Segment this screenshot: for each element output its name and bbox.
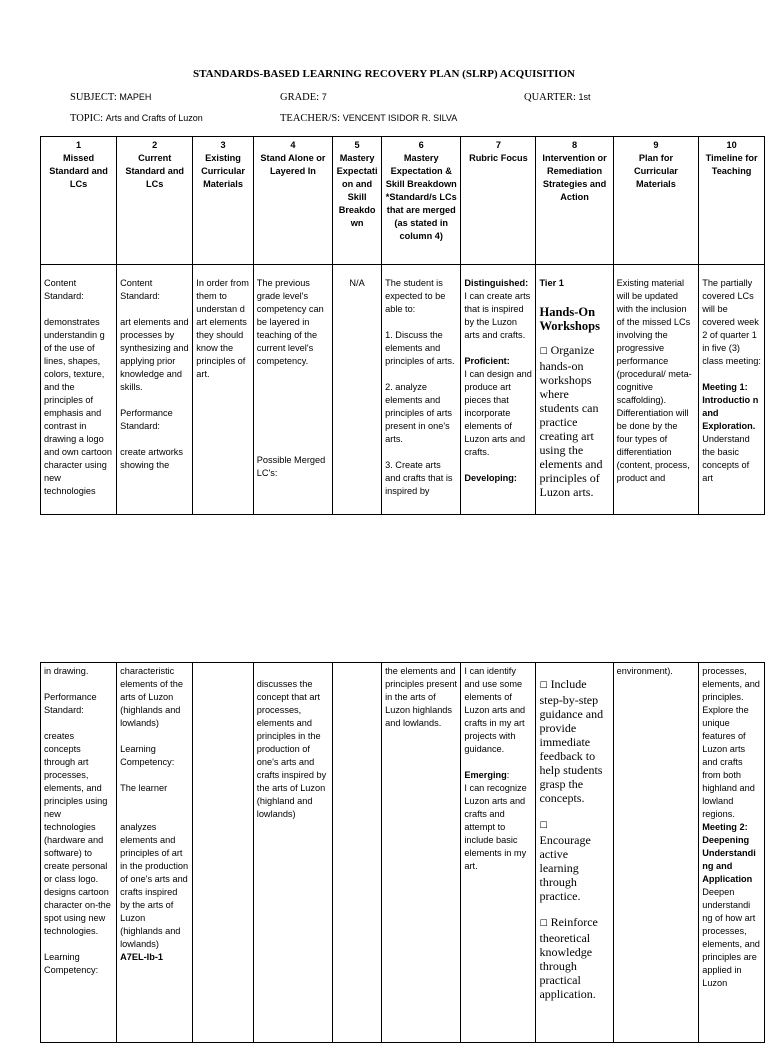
header-num: 3 <box>220 140 226 150</box>
header-row <box>41 137 765 265</box>
meeting-block <box>702 381 761 485</box>
cell-line: discusses the concept that art processes, elements and principles in the production of one's arts and crafts inspired by the arts of Luzon (highland and lowlands) <box>256 679 327 819</box>
rubric-level-text: I can design and produce art pieces that incorporate elements of Luzon arts and crafts. <box>464 369 532 457</box>
slrp-table-part-1 <box>40 136 765 515</box>
spacer <box>464 342 532 355</box>
header-num: 2 <box>152 140 158 150</box>
header-label: Mastery Expectation & Skill Breakdown *Standard/s LCs that are merged (as stated in column 4) <box>385 153 457 241</box>
quarter-value: 1st <box>578 92 591 102</box>
header-label: Existing Curricular Materials <box>201 153 245 189</box>
spacer <box>44 717 113 730</box>
cell-mastery-5 <box>333 663 382 1043</box>
grade-label: GRADE: <box>280 92 320 103</box>
header-col-5 <box>333 137 382 265</box>
intervention-item <box>539 677 609 805</box>
cell-line: 1. Discuss the elements and principles of arts. <box>385 330 455 366</box>
header-num: 10 <box>726 140 737 150</box>
header-col-8 <box>536 137 613 265</box>
header-num: 8 <box>572 140 578 150</box>
spacer <box>257 368 329 454</box>
header-col-1 <box>41 137 117 265</box>
cell-existing-materials <box>193 265 254 515</box>
cell-line: Learning Competency: <box>44 952 99 975</box>
cell-line: The partially covered LCs will be covered week 2 of quarter 1 in five (3) class meeting: <box>702 278 761 366</box>
header-num: 7 <box>495 140 501 150</box>
subject-value: MAPEH <box>119 92 152 102</box>
cell-line: environment). <box>616 666 673 676</box>
cell-plan-materials <box>613 265 699 515</box>
cell-line: N/A <box>349 278 365 288</box>
header-num: 5 <box>354 140 360 150</box>
checkbox-icon: ☐ <box>539 919 548 929</box>
header-label: Rubric Focus <box>469 153 528 163</box>
teacher-field <box>280 113 457 124</box>
rubric-level-text: I can create arts that is inspired by the Luzon arts and crafts. <box>464 291 531 340</box>
spacer <box>464 459 532 472</box>
cell-intervention <box>536 663 613 1043</box>
tier-label: Tier 1 <box>539 278 564 288</box>
spacer <box>120 394 189 407</box>
teacher-label: TEACHER/S: <box>280 113 341 124</box>
spacer <box>702 368 761 381</box>
checkbox-icon: ☐ <box>539 347 548 357</box>
header-col-6 <box>382 137 461 265</box>
spacer <box>120 808 189 821</box>
spacer <box>120 795 189 808</box>
spacer <box>120 433 189 446</box>
intervention-item <box>539 343 609 499</box>
grade-field <box>280 92 327 103</box>
header-num: 1 <box>76 140 82 150</box>
cell-line: Existing material will be updated with the inclusion of the missed LCs involving the progressive performance (procedural/ meta-cognitive scaffolding). Differentiation will be done by the four types of differentiation (content, process, product and <box>616 278 692 483</box>
rubric-distinguished <box>464 277 532 342</box>
cell-line: analyzes elements and principles of art in the production of one's arts and crafts inspired by the arts of Luzon (highlands and lowlands) <box>120 822 189 949</box>
intervention-text: Reinforce theoretical knowledge through practical application. <box>539 915 598 1001</box>
spacer <box>539 805 609 817</box>
cell-intervention <box>536 265 613 515</box>
header-label: Missed Standard and LCs <box>49 153 108 189</box>
cell-timeline <box>699 265 765 515</box>
cell-timeline <box>699 663 765 1043</box>
header-num: 9 <box>653 140 659 150</box>
cell-line: 2. analyze elements and principles of arts present in one's arts. <box>385 382 452 444</box>
header-label: Timeline for Teaching <box>705 153 758 176</box>
cell-line: Possible Merged LC's: <box>256 455 326 478</box>
header-label: Mastery Expectati on and Skill Breakdo wn <box>336 153 378 228</box>
intervention-text: Encourage active learning through practice. <box>539 833 591 903</box>
slrp-table-part-2 <box>40 662 765 1043</box>
cell-line: designs cartoon character on-the spot using new technologies. <box>44 887 111 936</box>
cell-missed-standard <box>41 265 117 515</box>
checkbox-icon: ☐ <box>539 821 548 831</box>
meeting-text: Understand the basic concepts of art <box>702 434 750 483</box>
spacer <box>44 938 113 951</box>
spacer <box>120 769 189 782</box>
table-row <box>41 265 765 515</box>
cell-rubric-focus <box>461 663 536 1043</box>
checkbox-icon: ☐ <box>539 681 548 691</box>
spacer <box>539 290 609 305</box>
table-row <box>41 663 765 1043</box>
spacer <box>464 756 532 769</box>
cell-line: Performance Standard: <box>44 692 97 715</box>
cell-line: In order from them to understan d art elements they should know the principles of art. <box>196 278 249 379</box>
rubric-level-label: Proficient: <box>464 356 510 366</box>
header-col-4 <box>253 137 332 265</box>
header-col-2 <box>117 137 193 265</box>
teacher-value: VENCENT ISIDOR R. SILVA <box>342 113 458 123</box>
rubric-level-text: I can recognize Luzon arts and crafts and attempt to include basic elements in my art. <box>464 783 527 871</box>
spacer <box>120 303 189 316</box>
cell-line: Content Standard: <box>120 278 160 301</box>
cell-line: Performance Standard: <box>120 408 173 431</box>
header-num: 4 <box>290 140 296 150</box>
cell-line: Learning Competency: <box>120 744 175 767</box>
cell-line: demonstrates understandin g of the use of lines, shapes, colors, texture, and the principles of emphasis and contrast in drawing a logo and own cartoon character using new technologies <box>44 317 112 496</box>
cell-mastery-6 <box>382 265 461 515</box>
spacer <box>120 730 189 743</box>
cell-current-standard <box>117 663 193 1043</box>
grade-value: 7 <box>321 92 327 102</box>
subject-field <box>70 92 151 103</box>
cell-mastery-6 <box>382 663 461 1043</box>
topic-label: TOPIC: <box>70 113 104 124</box>
cell-plan-materials <box>613 663 699 1043</box>
quarter-label: QUARTER: <box>524 92 576 103</box>
cell-line: 3. Create arts and crafts that is inspired by <box>385 460 453 496</box>
rubric-emerging-label: Emerging: <box>464 770 510 780</box>
cell-missed-standard <box>41 663 117 1043</box>
competency-code: A7EL-Ib-1 <box>120 952 164 962</box>
header-col-9 <box>613 137 699 265</box>
rubric-level-label: Developing: <box>464 473 517 483</box>
rubric-level-text: I can identify and use some elements of Luzon arts and crafts in my art projects with guidance. <box>464 666 526 754</box>
meeting-text: Deepen understandi ng of how art processes, elements, and principles are applied in Luzon <box>702 887 760 988</box>
intervention-item <box>539 915 609 1001</box>
spacer <box>539 903 609 915</box>
cell-line: processes, elements, and principles. Explore the unique features of Luzon arts and crafts from both highland and lowland regions. <box>702 666 760 819</box>
subject-label: SUBJECT: <box>70 92 117 103</box>
intervention-text: Organize hands-on workshops where students can practice creating art using the elements and principles of Luzon arts. <box>539 343 603 499</box>
cell-line: create artworks showing the <box>120 447 183 470</box>
document-title: STANDARDS-BASED LEARNING RECOVERY PLAN (SLRP) ACQUISITION <box>193 68 575 80</box>
cell-line: characteristic elements of the arts of Luzon (highlands and lowlands) <box>120 666 183 728</box>
spacer <box>44 303 113 316</box>
cell-mastery-5 <box>333 265 382 515</box>
cell-line: in drawing. <box>44 666 89 676</box>
cell-line: creates concepts through art processes, elements, and principles using new technologies (hardware and software) to create personal or class logo. <box>44 731 108 884</box>
cell-stand-alone <box>253 663 332 1043</box>
cell-line: The learner <box>120 783 168 793</box>
cell-line: the elements and principles present in the arts of Luzon highlands and lowlands. <box>385 666 458 728</box>
spacer <box>385 316 457 329</box>
meeting-label: Meeting 2: Deepening Understandi ng and Application <box>702 822 756 884</box>
intervention-text: Include step-by-step guidance and provide immediate feedback to help students grasp the concepts. <box>539 677 604 805</box>
cell-stand-alone <box>253 265 332 515</box>
spacer <box>385 368 457 381</box>
header-col-7 <box>461 137 536 265</box>
topic-field <box>70 113 203 124</box>
cell-line: art elements and processes by synthesizing and applying prior knowledge and skills. <box>120 317 189 392</box>
cell-line: Content Standard: <box>44 278 84 301</box>
intervention-item <box>539 817 609 903</box>
hands-on-heading: Hands-On Workshops <box>539 305 600 333</box>
header-col-10 <box>699 137 765 265</box>
header-col-3 <box>193 137 254 265</box>
header-label: Plan for Curricular Materials <box>633 153 678 189</box>
cell-current-standard <box>117 265 193 515</box>
meeting-label: Meeting 1: Introductio n and Exploration. <box>702 382 759 431</box>
header-num: 6 <box>418 140 424 150</box>
topic-value: Arts and Crafts of Luzon <box>105 113 203 123</box>
cell-line: The student is expected to be able to: <box>385 278 446 314</box>
header-label: Stand Alone or Layered In <box>260 153 326 176</box>
cell-line: The previous grade level's competency can be layered in teaching of the current level's competency. <box>256 278 324 366</box>
cell-rubric-focus <box>461 265 536 515</box>
quarter-field <box>524 92 591 103</box>
spacer <box>44 678 113 691</box>
spacer <box>539 333 609 343</box>
document-page-2 <box>0 662 768 1024</box>
header-label: Intervention or Remediation Strategies and Action <box>542 153 607 202</box>
header-label: Current Standard and LCs <box>125 153 185 189</box>
cell-existing-materials <box>193 663 254 1043</box>
spacer <box>385 446 457 459</box>
rubric-level-label: Distinguished: <box>464 278 529 288</box>
